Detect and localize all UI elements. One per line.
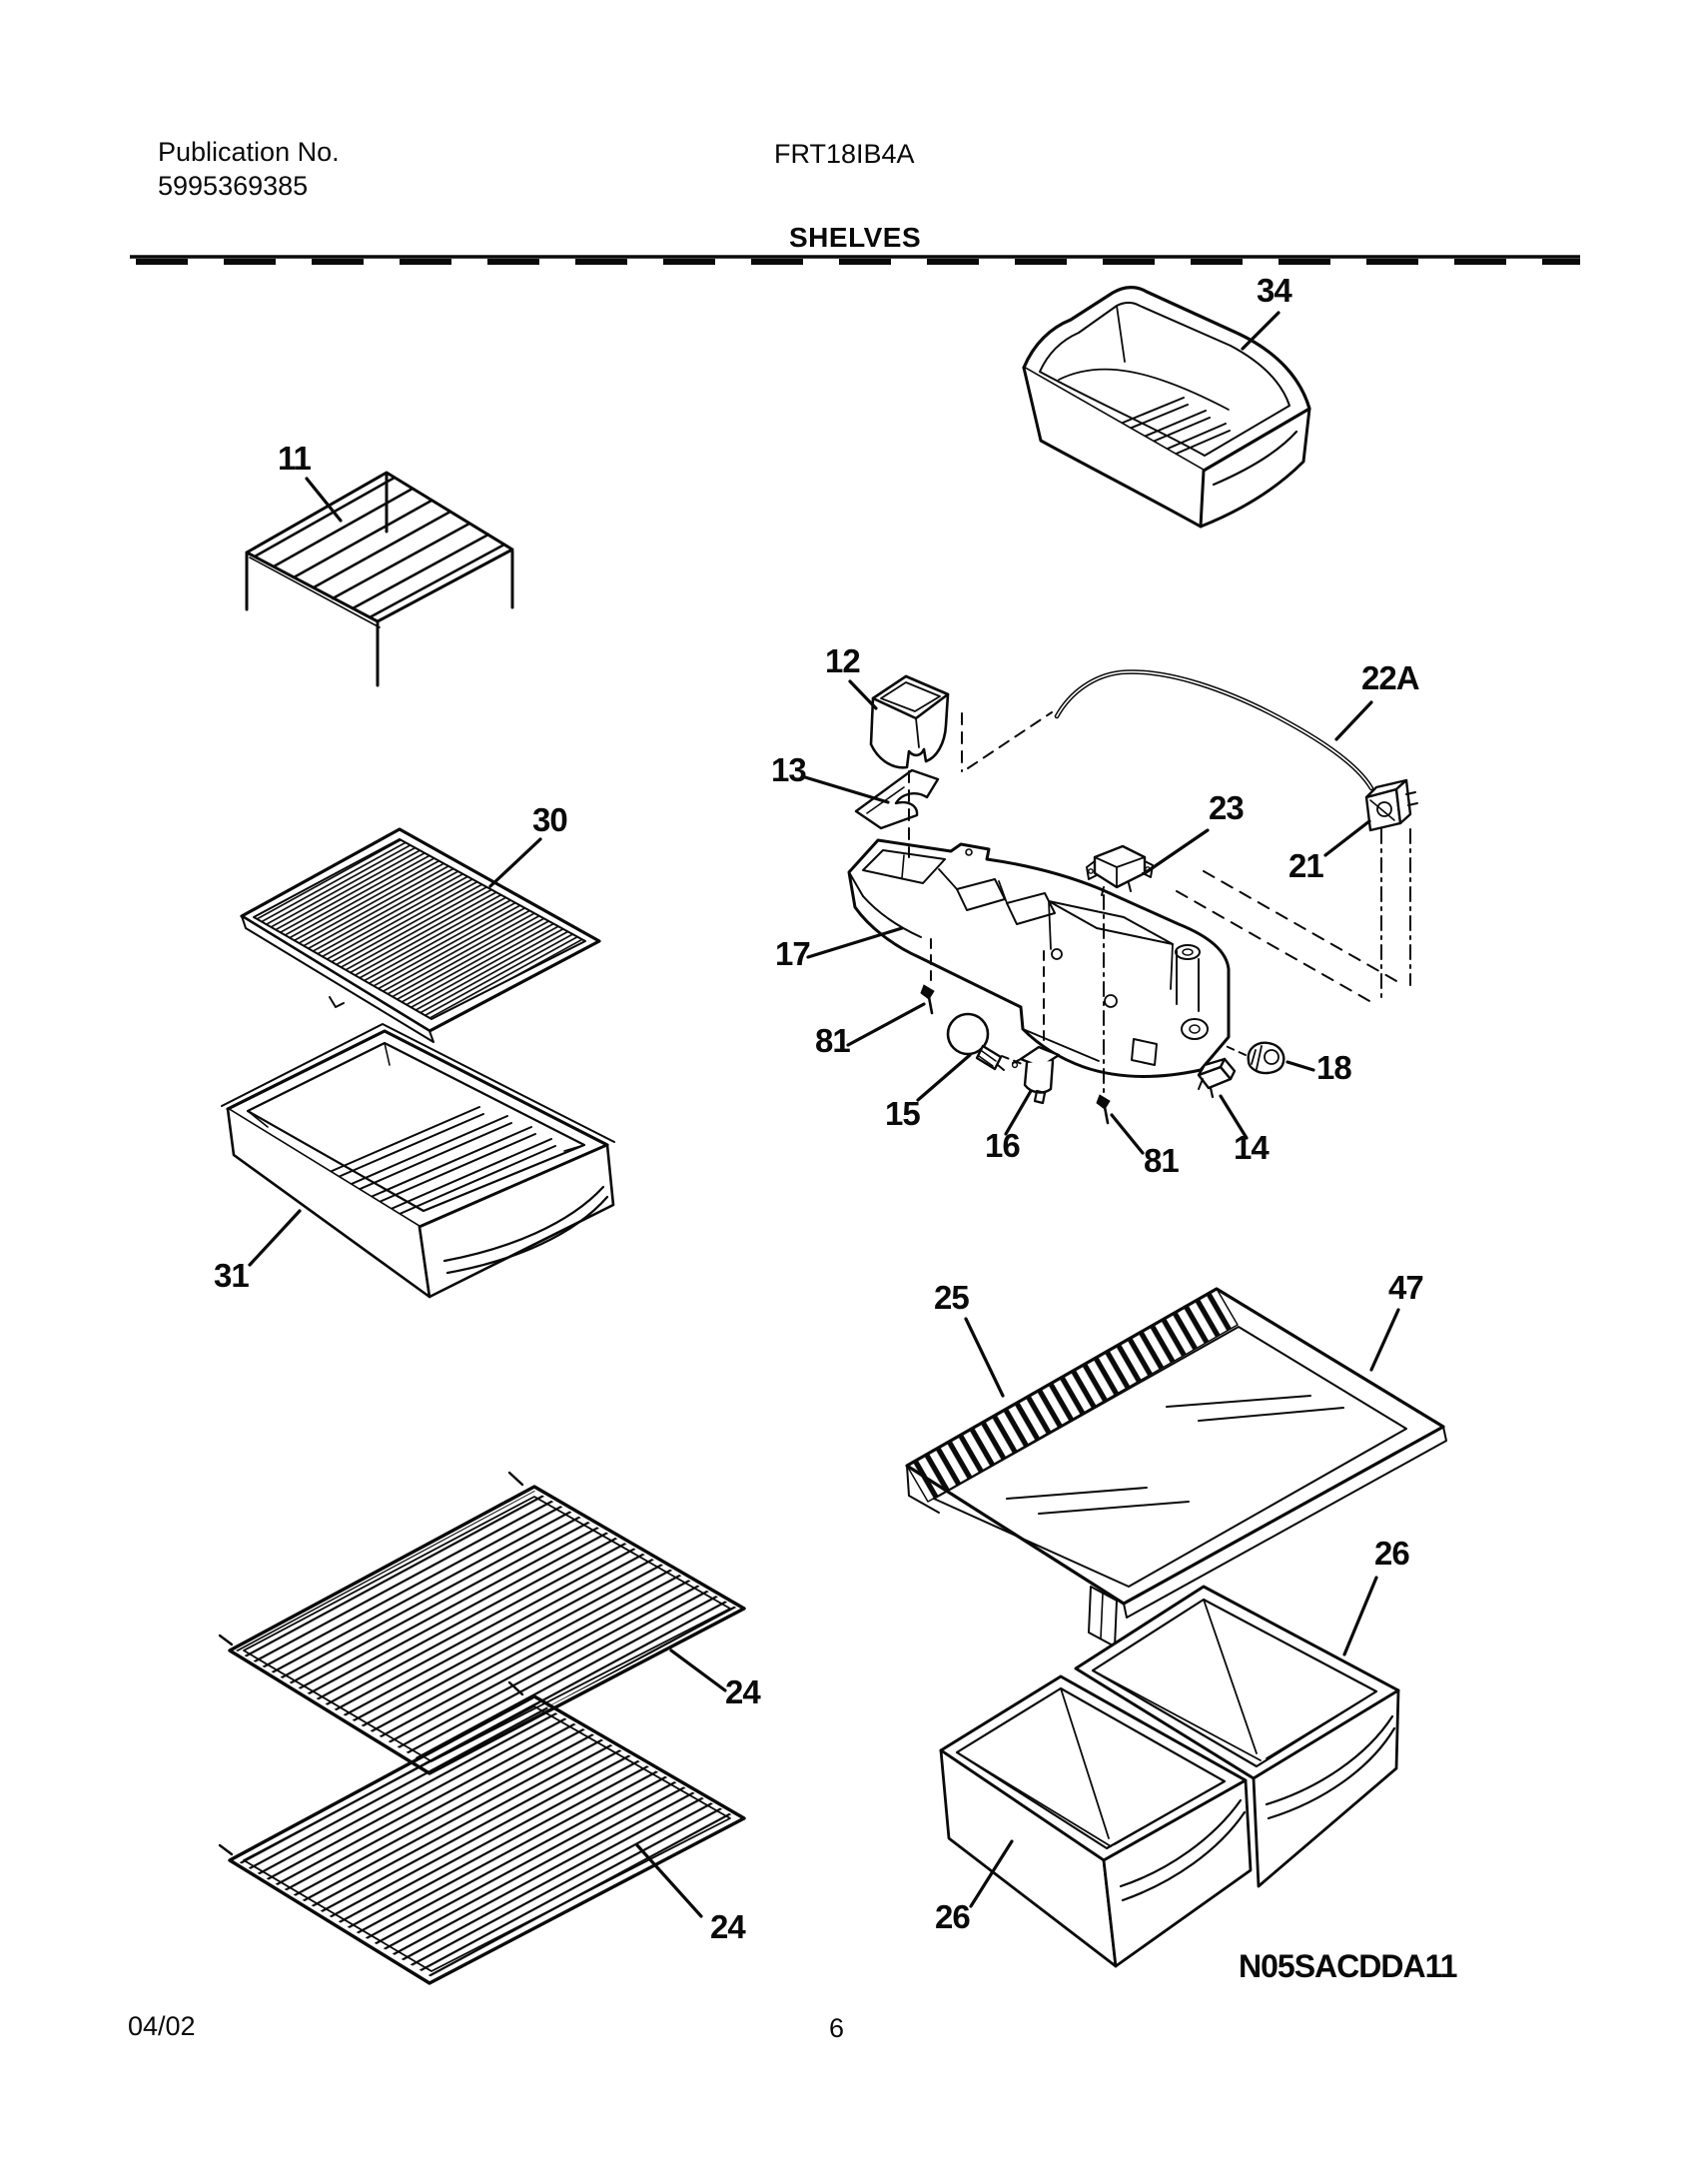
header-rule: [130, 257, 1580, 262]
model-number: FRT18IB4A: [774, 139, 915, 169]
part-17-console: [849, 840, 1229, 1076]
part-30-shelf-insert: [242, 829, 599, 1042]
part-11-wire-shelf: [247, 473, 512, 685]
callout-15: 15: [885, 1095, 920, 1132]
callout-18: 18: [1316, 1049, 1351, 1086]
callout-24-bottom: 24: [710, 1908, 745, 1945]
part-16-lamp-socket: [1013, 1047, 1059, 1103]
part-81-screw-top: [921, 985, 934, 1013]
callout-26-bottom: 26: [935, 1898, 970, 1935]
callout-81-bottom: 81: [1144, 1142, 1179, 1179]
part-21-thermostat: [1366, 780, 1417, 830]
part-47-glass-shelf: [907, 1289, 1446, 1646]
callout-47: 47: [1388, 1269, 1423, 1306]
callout-16: 16: [985, 1127, 1020, 1164]
section-title: SHELVES: [789, 222, 922, 253]
callout-30: 30: [532, 801, 567, 838]
part-31-pan: [222, 1024, 614, 1297]
footer-page-number: 6: [829, 2013, 845, 2043]
part-15-light-bulb: [948, 1014, 1004, 1070]
callout-24-top: 24: [725, 1673, 760, 1710]
callout-22A: 22A: [1361, 659, 1419, 696]
callout-23: 23: [1209, 789, 1244, 826]
callout-81-top: 81: [815, 1022, 850, 1059]
publication-label: Publication No.: [158, 137, 340, 167]
callout-11: 11: [278, 440, 311, 477]
callout-26-top: 26: [1374, 1535, 1409, 1572]
callout-14: 14: [1234, 1129, 1269, 1166]
callout-31: 31: [214, 1257, 249, 1294]
callout-34: 34: [1257, 272, 1291, 309]
part-13-bracket: [856, 770, 938, 828]
callout-17: 17: [775, 935, 810, 972]
part-22A-capillary-tube: [1057, 672, 1371, 788]
footer-date: 04/02: [128, 2011, 196, 2041]
part-81-screw-bottom: [1097, 1095, 1110, 1123]
callout-12: 12: [825, 642, 860, 679]
callout-21: 21: [1288, 847, 1323, 884]
part-24-wire-shelf-top: [220, 1473, 744, 1773]
callout-13: 13: [771, 751, 806, 788]
diagram-code: N05SACDDA11: [1239, 1948, 1457, 1984]
callout-25: 25: [934, 1279, 969, 1316]
part-12-holder: [871, 676, 948, 767]
publication-number: 5995369385: [158, 171, 309, 201]
part-14-clip: [1199, 1059, 1235, 1097]
part-18-knob: [1249, 1043, 1283, 1073]
